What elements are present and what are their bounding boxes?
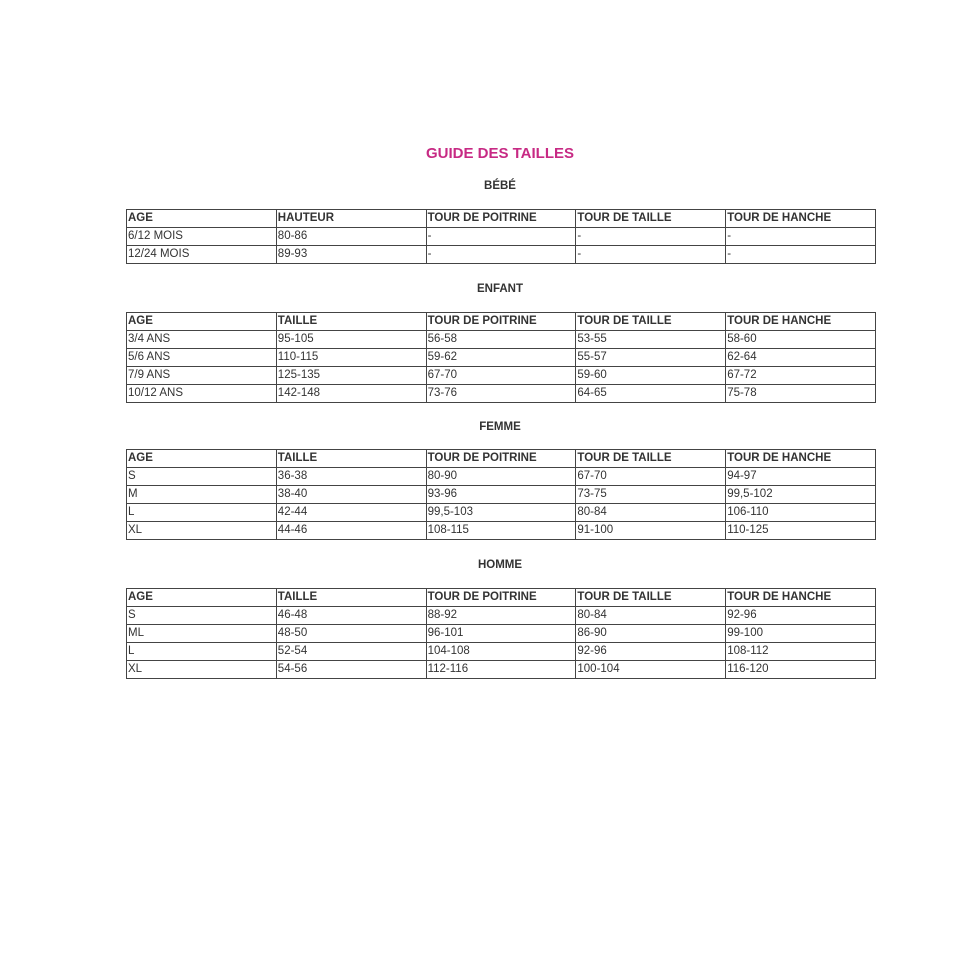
table-cell: 62-64 — [726, 349, 876, 367]
section-title-bebe: BÉBÉ — [484, 180, 516, 192]
table-cell: 67-72 — [726, 367, 876, 385]
table-cell: M — [127, 486, 277, 504]
table-cell: 6/12 MOIS — [127, 228, 277, 246]
table-cell: 38-40 — [276, 486, 426, 504]
table-cell: - — [426, 228, 576, 246]
table-cell: 7/9 ANS — [127, 367, 277, 385]
section-title-enfant: ENFANT — [477, 283, 523, 295]
header-cell: TOUR DE HANCHE — [726, 313, 876, 331]
header-cell: TOUR DE POITRINE — [426, 210, 576, 228]
header-cell: TOUR DE TAILLE — [576, 589, 726, 607]
table-row — [127, 468, 876, 486]
table-cell: 5/6 ANS — [127, 349, 277, 367]
table-row — [127, 228, 876, 246]
table-cell: 80-84 — [576, 504, 726, 522]
table-cell: 99-100 — [726, 625, 876, 643]
table-cell: 94-97 — [726, 468, 876, 486]
header-cell: AGE — [127, 589, 277, 607]
table-cell: 96-101 — [426, 625, 576, 643]
table-cell: 44-46 — [276, 522, 426, 540]
page-title: GUIDE DES TAILLES — [425, 145, 575, 162]
table-cell: XL — [127, 661, 277, 679]
table-cell: 56-58 — [426, 331, 576, 349]
header-cell: TOUR DE HANCHE — [726, 210, 876, 228]
table-row — [127, 661, 876, 679]
table-row — [127, 246, 876, 264]
section-title-homme: HOMME — [477, 559, 523, 571]
header-cell: AGE — [127, 313, 277, 331]
header-cell: HAUTEUR — [276, 210, 426, 228]
table-row — [127, 331, 876, 349]
table-cell: 110-125 — [726, 522, 876, 540]
table-cell: 116-120 — [726, 661, 876, 679]
table-cell: 108-115 — [426, 522, 576, 540]
table-cell: 108-112 — [726, 643, 876, 661]
header-cell: TOUR DE POITRINE — [426, 450, 576, 468]
table-cell: 92-96 — [726, 607, 876, 625]
table-cell: L — [127, 504, 277, 522]
table-cell: 52-54 — [276, 643, 426, 661]
header-cell: TOUR DE POITRINE — [426, 589, 576, 607]
table-cell: 104-108 — [426, 643, 576, 661]
table-cell: 91-100 — [576, 522, 726, 540]
table-row — [127, 349, 876, 367]
table-row — [127, 522, 876, 540]
table-cell: 59-62 — [426, 349, 576, 367]
table-cell: XL — [127, 522, 277, 540]
table-row — [127, 367, 876, 385]
size-table-enfant — [126, 312, 876, 403]
table-cell: 36-38 — [276, 468, 426, 486]
table-cell: 12/24 MOIS — [127, 246, 277, 264]
header-cell: TAILLE — [276, 589, 426, 607]
table-cell: S — [127, 468, 277, 486]
size-table-homme — [126, 588, 876, 679]
header-cell: TAILLE — [276, 313, 426, 331]
table-cell: 48-50 — [276, 625, 426, 643]
table-cell: 86-90 — [576, 625, 726, 643]
table-cell: - — [726, 228, 876, 246]
table-cell: 73-75 — [576, 486, 726, 504]
table-cell: 53-55 — [576, 331, 726, 349]
table-cell: 73-76 — [426, 385, 576, 403]
table-cell: 67-70 — [426, 367, 576, 385]
header-cell: TOUR DE TAILLE — [576, 450, 726, 468]
table-cell: 142-148 — [276, 385, 426, 403]
table-row — [127, 486, 876, 504]
table-header-row — [127, 450, 876, 468]
table-cell: - — [726, 246, 876, 264]
header-cell: AGE — [127, 450, 277, 468]
table-cell: 80-90 — [426, 468, 576, 486]
table-cell: 42-44 — [276, 504, 426, 522]
section-title-femme: FEMME — [479, 421, 521, 433]
table-cell: 54-56 — [276, 661, 426, 679]
table-cell: 55-57 — [576, 349, 726, 367]
table-cell: 59-60 — [576, 367, 726, 385]
size-table-femme — [126, 449, 876, 540]
table-cell: 93-96 — [426, 486, 576, 504]
table-header-row — [127, 313, 876, 331]
table-cell: 80-86 — [276, 228, 426, 246]
table-row — [127, 607, 876, 625]
table-cell: 80-84 — [576, 607, 726, 625]
table-cell: 3/4 ANS — [127, 331, 277, 349]
table-cell: 64-65 — [576, 385, 726, 403]
header-cell: TOUR DE POITRINE — [426, 313, 576, 331]
table-cell: ML — [127, 625, 277, 643]
table-cell: 106-110 — [726, 504, 876, 522]
header-cell: AGE — [127, 210, 277, 228]
table-cell: 125-135 — [276, 367, 426, 385]
table-cell: 67-70 — [576, 468, 726, 486]
table-cell: 99,5-103 — [426, 504, 576, 522]
table-cell: 110-115 — [276, 349, 426, 367]
table-cell: - — [576, 246, 726, 264]
table-cell: 95-105 — [276, 331, 426, 349]
table-cell: 89-93 — [276, 246, 426, 264]
table-header-row — [127, 210, 876, 228]
table-cell: 99,5-102 — [726, 486, 876, 504]
table-cell: 10/12 ANS — [127, 385, 277, 403]
table-cell: S — [127, 607, 277, 625]
table-row — [127, 625, 876, 643]
header-cell: TOUR DE HANCHE — [726, 450, 876, 468]
table-row — [127, 385, 876, 403]
table-cell: 75-78 — [726, 385, 876, 403]
table-cell: 112-116 — [426, 661, 576, 679]
header-cell: TOUR DE TAILLE — [576, 313, 726, 331]
table-header-row — [127, 589, 876, 607]
size-table-bebe — [126, 209, 876, 264]
table-cell: - — [426, 246, 576, 264]
table-cell: L — [127, 643, 277, 661]
table-cell: 88-92 — [426, 607, 576, 625]
table-cell: 92-96 — [576, 643, 726, 661]
header-cell: TOUR DE HANCHE — [726, 589, 876, 607]
header-cell: TOUR DE TAILLE — [576, 210, 726, 228]
table-row — [127, 504, 876, 522]
table-cell: 100-104 — [576, 661, 726, 679]
table-cell: - — [576, 228, 726, 246]
table-row — [127, 643, 876, 661]
table-cell: 46-48 — [276, 607, 426, 625]
header-cell: TAILLE — [276, 450, 426, 468]
table-cell: 58-60 — [726, 331, 876, 349]
